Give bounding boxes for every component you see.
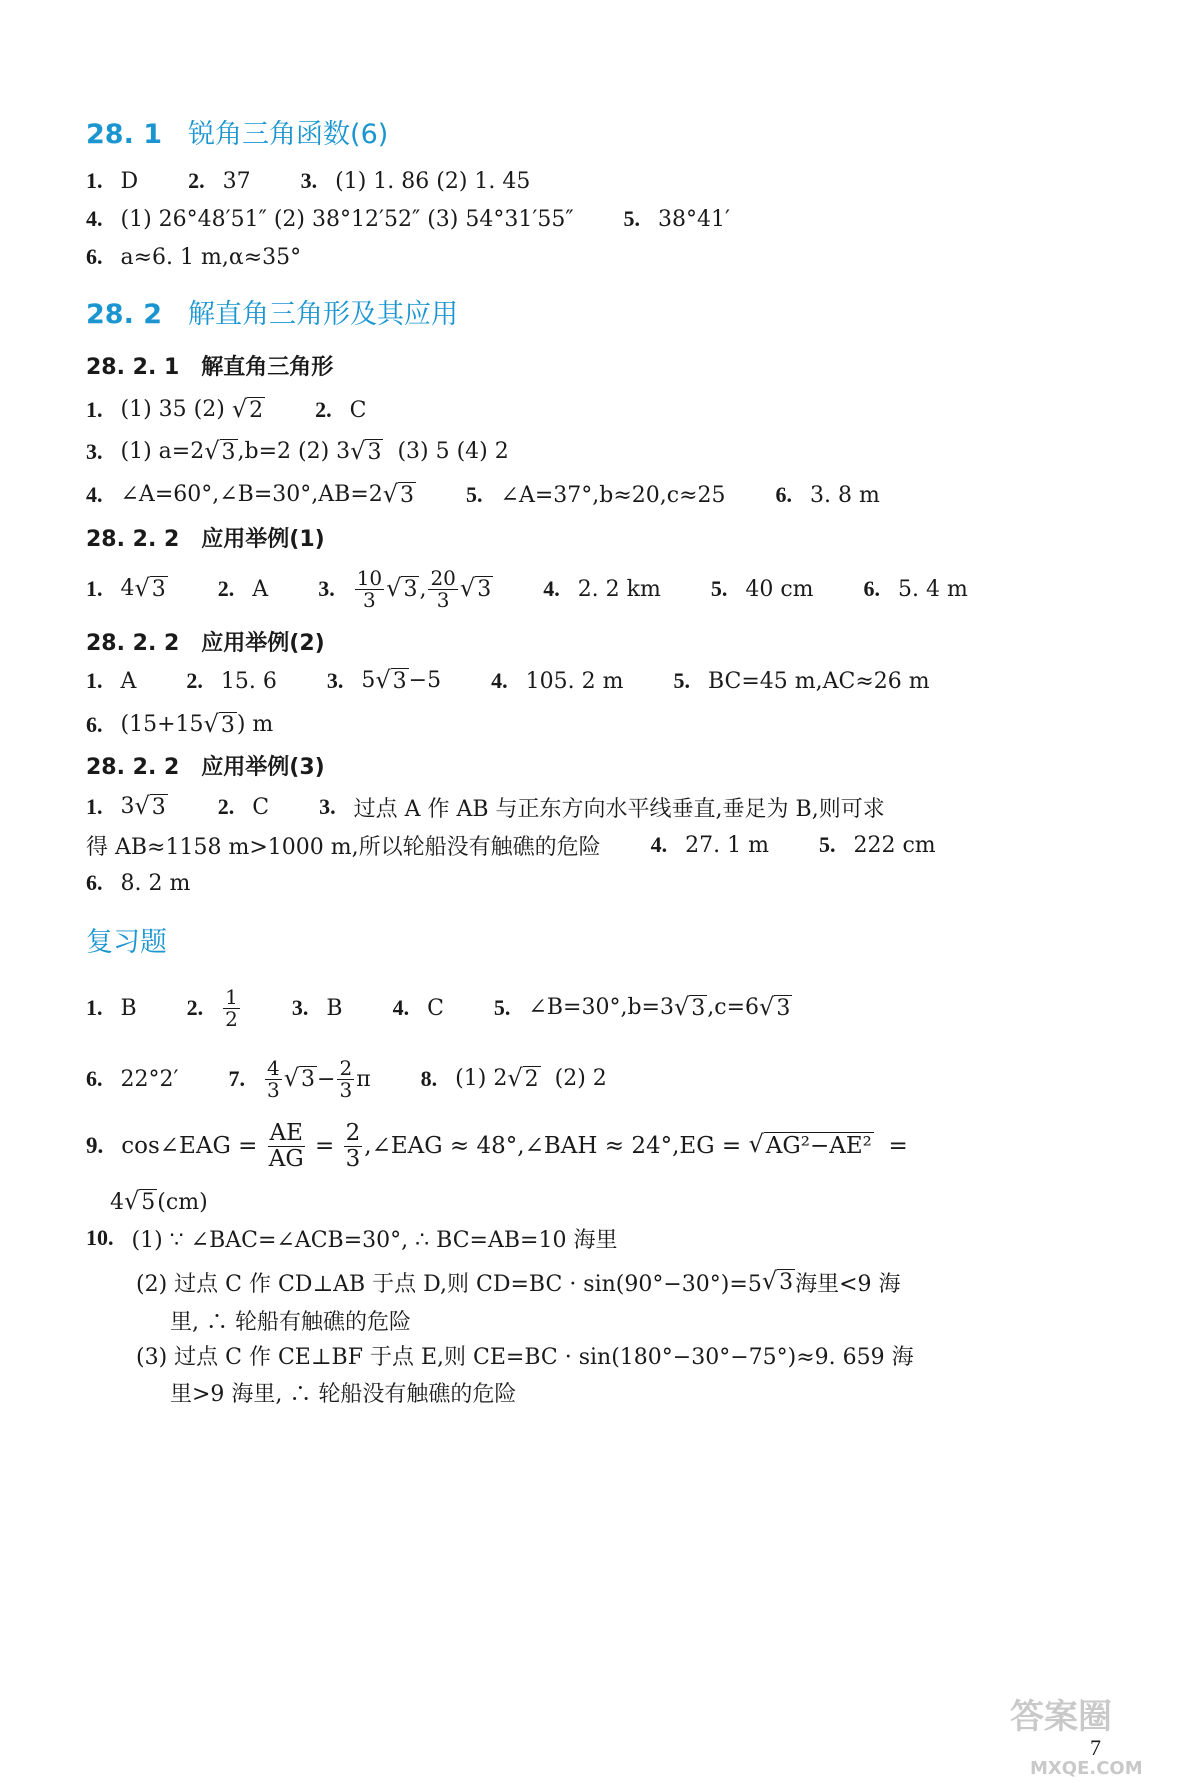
sqrt: √ 3 bbox=[459, 573, 492, 602]
numerator: 4 bbox=[267, 1055, 280, 1080]
answer-text: (1) ∵ ∠BAC=∠ACB=30°, ∴ BC=AB=10 海里 bbox=[131, 1227, 618, 1253]
answer-text: (2) 2 bbox=[554, 1066, 607, 1092]
answer: 40 cm bbox=[745, 576, 814, 602]
radicand: 3 bbox=[301, 1066, 316, 1092]
subsection-heading bbox=[86, 522, 325, 553]
subsection-number: 28. 2. 2 bbox=[86, 527, 180, 552]
subsection-title: 应用举例(2) bbox=[201, 631, 325, 656]
answer: 过点 A 作 AB 与正东方向水平线垂直,垂足为 B,则可求 bbox=[353, 796, 885, 822]
answer-text: cos∠EAG = bbox=[121, 1133, 258, 1159]
question-number: 2. bbox=[186, 668, 203, 693]
denominator: 3 bbox=[267, 1077, 280, 1102]
answer-text: (cm) bbox=[157, 1189, 208, 1215]
radicand: 3 bbox=[220, 712, 235, 738]
question-number: 5. bbox=[673, 668, 690, 693]
sqrt: √ 3 bbox=[759, 992, 791, 1021]
watermark-logo bbox=[1010, 1697, 1112, 1737]
question-number: 8. bbox=[420, 1065, 438, 1091]
radicand: 2 bbox=[524, 1066, 539, 1092]
question-number: 6. bbox=[86, 870, 103, 895]
answer: BC=45 m,AC≈26 m bbox=[707, 668, 930, 694]
answer: 37 bbox=[222, 168, 251, 194]
section-heading-review bbox=[86, 920, 167, 959]
radicand: 3 bbox=[221, 439, 236, 465]
answer: 222 cm bbox=[853, 832, 936, 858]
answer-line bbox=[86, 473, 930, 517]
radicand: 3 bbox=[779, 1269, 794, 1295]
radicand: 3 bbox=[367, 439, 382, 465]
question-number: 6. bbox=[86, 1066, 103, 1091]
radicand: 3 bbox=[400, 482, 415, 508]
question-number: 3. bbox=[326, 667, 344, 693]
operator: = bbox=[315, 1133, 335, 1159]
page-number: 7 bbox=[1090, 1735, 1101, 1760]
answer-text: 4 bbox=[110, 1189, 124, 1215]
denominator: 2 bbox=[225, 1006, 238, 1031]
pi-symbol: π bbox=[356, 1066, 371, 1092]
question-number: 4. bbox=[543, 576, 560, 601]
question-number: 7. bbox=[228, 1066, 245, 1091]
answer: (1) 35 (2) bbox=[120, 397, 225, 423]
question-number: 2. bbox=[188, 168, 205, 193]
question-number: 2. bbox=[217, 794, 235, 819]
answer-line bbox=[86, 1216, 617, 1260]
answer-line bbox=[170, 1370, 516, 1414]
answer: 22°2′ bbox=[120, 1066, 179, 1092]
answer: A bbox=[120, 668, 137, 694]
radicand: 3 bbox=[691, 995, 706, 1021]
fraction bbox=[337, 1055, 354, 1102]
sqrt: √ 2 bbox=[507, 1063, 539, 1092]
radicand: 3 bbox=[776, 995, 791, 1021]
question-number: 6. bbox=[86, 244, 103, 269]
answer-line bbox=[86, 235, 351, 279]
answer-line bbox=[86, 430, 559, 474]
question-number: 2. bbox=[217, 576, 235, 601]
question-number: 4. bbox=[392, 995, 410, 1020]
question-number: 1. bbox=[86, 995, 103, 1020]
separator: , bbox=[419, 576, 427, 602]
question-number: 4. bbox=[86, 206, 103, 231]
answer-text: 海里<9 海 bbox=[795, 1271, 901, 1297]
section-title: 复习题 bbox=[86, 927, 167, 958]
answer-text: 3 bbox=[120, 794, 135, 820]
answer-text: 得 AB≈1158 m>1000 m,所以轮船没有触礁的危险 bbox=[86, 834, 601, 860]
answer: 2. 2 km bbox=[577, 576, 661, 602]
question-number: 3. bbox=[318, 576, 335, 601]
question-number: 5. bbox=[623, 206, 641, 231]
answer-line bbox=[86, 388, 416, 432]
answer-text: ∠A=60°,∠B=30°,AB=2 bbox=[120, 482, 383, 508]
answer-text: (3) 过点 C 作 CE⊥BF 于点 E,则 CE=BC · sin(180°−30°−75°)≈9. 659 海 bbox=[136, 1344, 914, 1370]
question-number: 4. bbox=[86, 481, 103, 507]
subsection-number: 28. 2. 1 bbox=[86, 355, 180, 380]
numerator: 2 bbox=[345, 1120, 361, 1147]
subsection-heading bbox=[86, 350, 333, 381]
fraction bbox=[355, 565, 384, 612]
question-number: 10. bbox=[86, 1225, 114, 1250]
answer-line bbox=[86, 703, 323, 747]
answer: D bbox=[120, 168, 139, 194]
section-heading-28-2 bbox=[86, 292, 458, 331]
subsection-heading bbox=[86, 626, 325, 657]
radicand: 3 bbox=[151, 794, 166, 820]
radicand: 3 bbox=[403, 576, 418, 602]
answer-line bbox=[86, 564, 1018, 614]
answer: B bbox=[326, 995, 343, 1021]
radicand: 2 bbox=[249, 397, 264, 423]
answer-text: ,∠EAG ≈ 48°,∠BAH ≈ 24°,EG = bbox=[364, 1133, 742, 1159]
radicand: 5 bbox=[141, 1189, 156, 1215]
answer: 38°41′ bbox=[658, 206, 731, 232]
question-number: 1. bbox=[86, 396, 103, 422]
answer: 8. 2 m bbox=[120, 870, 191, 896]
question-number: 9. bbox=[86, 1133, 104, 1158]
question-number: 1. bbox=[86, 575, 103, 601]
sqrt: √ 3 bbox=[386, 573, 418, 602]
radicand: 3 bbox=[392, 668, 407, 694]
subsection-number: 28. 2. 2 bbox=[86, 755, 180, 780]
sqrt: √ 3 bbox=[350, 436, 382, 465]
watermark-text: 答案圈 bbox=[1010, 1697, 1112, 1737]
subsection-title: 应用举例(1) bbox=[201, 527, 325, 552]
question-number: 3. bbox=[291, 995, 309, 1020]
answer-text: ,c=6 bbox=[707, 995, 760, 1021]
answer-text: 5 bbox=[361, 668, 376, 694]
sqrt: √ AG²−AE² bbox=[748, 1130, 872, 1160]
fraction bbox=[267, 1121, 306, 1170]
fraction bbox=[223, 984, 240, 1031]
radicand: 3 bbox=[477, 576, 492, 602]
sqrt: √ 3 bbox=[382, 479, 415, 508]
question-number: 6. bbox=[86, 711, 103, 737]
answer-line bbox=[86, 1116, 908, 1176]
answer: 3. 8 m bbox=[810, 482, 880, 508]
sqrt: √ 3 bbox=[203, 709, 235, 738]
denominator: 3 bbox=[345, 1145, 361, 1172]
watermark-url bbox=[1030, 1758, 1143, 1779]
sqrt: √ 3 bbox=[375, 665, 407, 694]
numerator: 10 bbox=[356, 565, 383, 590]
answer-line bbox=[86, 980, 842, 1036]
answer: 15. 6 bbox=[220, 668, 277, 694]
numerator: 1 bbox=[225, 984, 238, 1009]
question-number: 3. bbox=[300, 168, 318, 193]
subsection-heading bbox=[86, 750, 325, 781]
sqrt: √ 3 bbox=[673, 992, 706, 1021]
answer: (1) 26°48′51″ (2) 38°12′52″ (3) 54°31′55″ bbox=[120, 206, 574, 232]
answer-text: 里>9 海里, ∴ 轮船没有触礁的危险 bbox=[170, 1381, 517, 1407]
radicand: 3 bbox=[151, 576, 166, 602]
sqrt: √ 5 bbox=[124, 1186, 156, 1215]
numerator: AE bbox=[269, 1120, 303, 1147]
answer-text: (1) 2 bbox=[455, 1066, 508, 1092]
answer: 5. 4 m bbox=[898, 576, 968, 602]
question-number: 1. bbox=[86, 793, 103, 819]
subsection-title: 应用举例(3) bbox=[201, 755, 325, 780]
answer: C bbox=[427, 995, 444, 1021]
answer-text: = bbox=[888, 1133, 908, 1159]
answer-line bbox=[86, 861, 240, 905]
radicand: AG²−AE² bbox=[765, 1133, 872, 1160]
answer: A bbox=[252, 576, 269, 602]
subsection-title: 解直角三角形 bbox=[201, 355, 334, 380]
sqrt: √ 3 bbox=[761, 1266, 794, 1295]
answer: a≈6. 1 m,α≈35° bbox=[120, 244, 302, 270]
fraction bbox=[265, 1055, 282, 1102]
answer-text: −5 bbox=[408, 668, 442, 694]
watermark-url-text: MXQE.COM bbox=[1030, 1758, 1143, 1779]
denominator: AG bbox=[268, 1145, 304, 1172]
sqrt: √ 3 bbox=[134, 573, 166, 602]
answer: 105. 2 m bbox=[525, 668, 624, 694]
section-heading-28-1 bbox=[86, 112, 388, 151]
answer-text: ∠B=30°,b=3 bbox=[528, 995, 674, 1021]
question-number: 6. bbox=[863, 576, 881, 601]
numerator: 2 bbox=[339, 1055, 353, 1080]
answer: 27. 1 m bbox=[685, 832, 769, 858]
numerator: 20 bbox=[430, 565, 456, 590]
sqrt: √ 3 bbox=[204, 436, 236, 465]
question-number: 5. bbox=[710, 576, 728, 601]
answer: ∠A=37°,b≈20,c≈25 bbox=[500, 482, 726, 508]
question-number: 3. bbox=[319, 794, 336, 819]
question-number: 2. bbox=[186, 995, 204, 1020]
section-number: 28. 2 bbox=[86, 299, 163, 330]
question-number: 6. bbox=[775, 482, 793, 507]
question-number: 4. bbox=[650, 832, 668, 857]
sqrt: √ 2 bbox=[231, 394, 264, 423]
answer-text: (3) 5 (4) 2 bbox=[397, 439, 509, 465]
answer-text: 里, ∴ 轮船有触礁的危险 bbox=[170, 1309, 411, 1335]
answer-line bbox=[86, 1050, 657, 1108]
answer: C bbox=[349, 397, 367, 423]
answer: B bbox=[120, 995, 137, 1021]
fraction bbox=[344, 1121, 363, 1170]
denominator: 3 bbox=[339, 1077, 353, 1102]
section-title: 解直角三角形及其应用 bbox=[188, 299, 459, 330]
question-number: 5. bbox=[466, 482, 483, 507]
answer-text: (2) 过点 C 作 CD⊥AB 于点 D,则 CD=BC · sin(90°−30°)=5 bbox=[136, 1271, 762, 1297]
denominator: 3 bbox=[363, 587, 376, 612]
section-title: 锐角三角函数(6) bbox=[188, 119, 389, 150]
answer: (1) 1. 86 (2) 1. 45 bbox=[335, 168, 531, 194]
answer-text: ,b=2 (2) 3 bbox=[237, 439, 351, 465]
operator: − bbox=[317, 1066, 336, 1092]
question-number: 3. bbox=[86, 438, 103, 464]
question-number: 2. bbox=[315, 397, 332, 422]
answer-text: (15+15 bbox=[120, 712, 204, 738]
answer-text: (1) a=2 bbox=[120, 439, 205, 465]
question-number: 5. bbox=[818, 832, 836, 857]
answer-text: ) m bbox=[236, 712, 274, 738]
question-number: 4. bbox=[491, 668, 508, 693]
answer-line bbox=[86, 659, 980, 703]
fraction bbox=[428, 565, 457, 612]
sqrt: √ 3 bbox=[283, 1063, 316, 1092]
question-number: 1. bbox=[86, 668, 103, 693]
answer-text: 4 bbox=[120, 576, 135, 602]
question-number: 1. bbox=[86, 168, 103, 193]
answer: C bbox=[252, 794, 270, 820]
subsection-number: 28. 2. 2 bbox=[86, 631, 180, 656]
question-number: 5. bbox=[493, 994, 511, 1020]
denominator: 3 bbox=[436, 587, 450, 612]
sqrt: √ 3 bbox=[134, 791, 166, 820]
section-number: 28. 1 bbox=[86, 119, 163, 150]
